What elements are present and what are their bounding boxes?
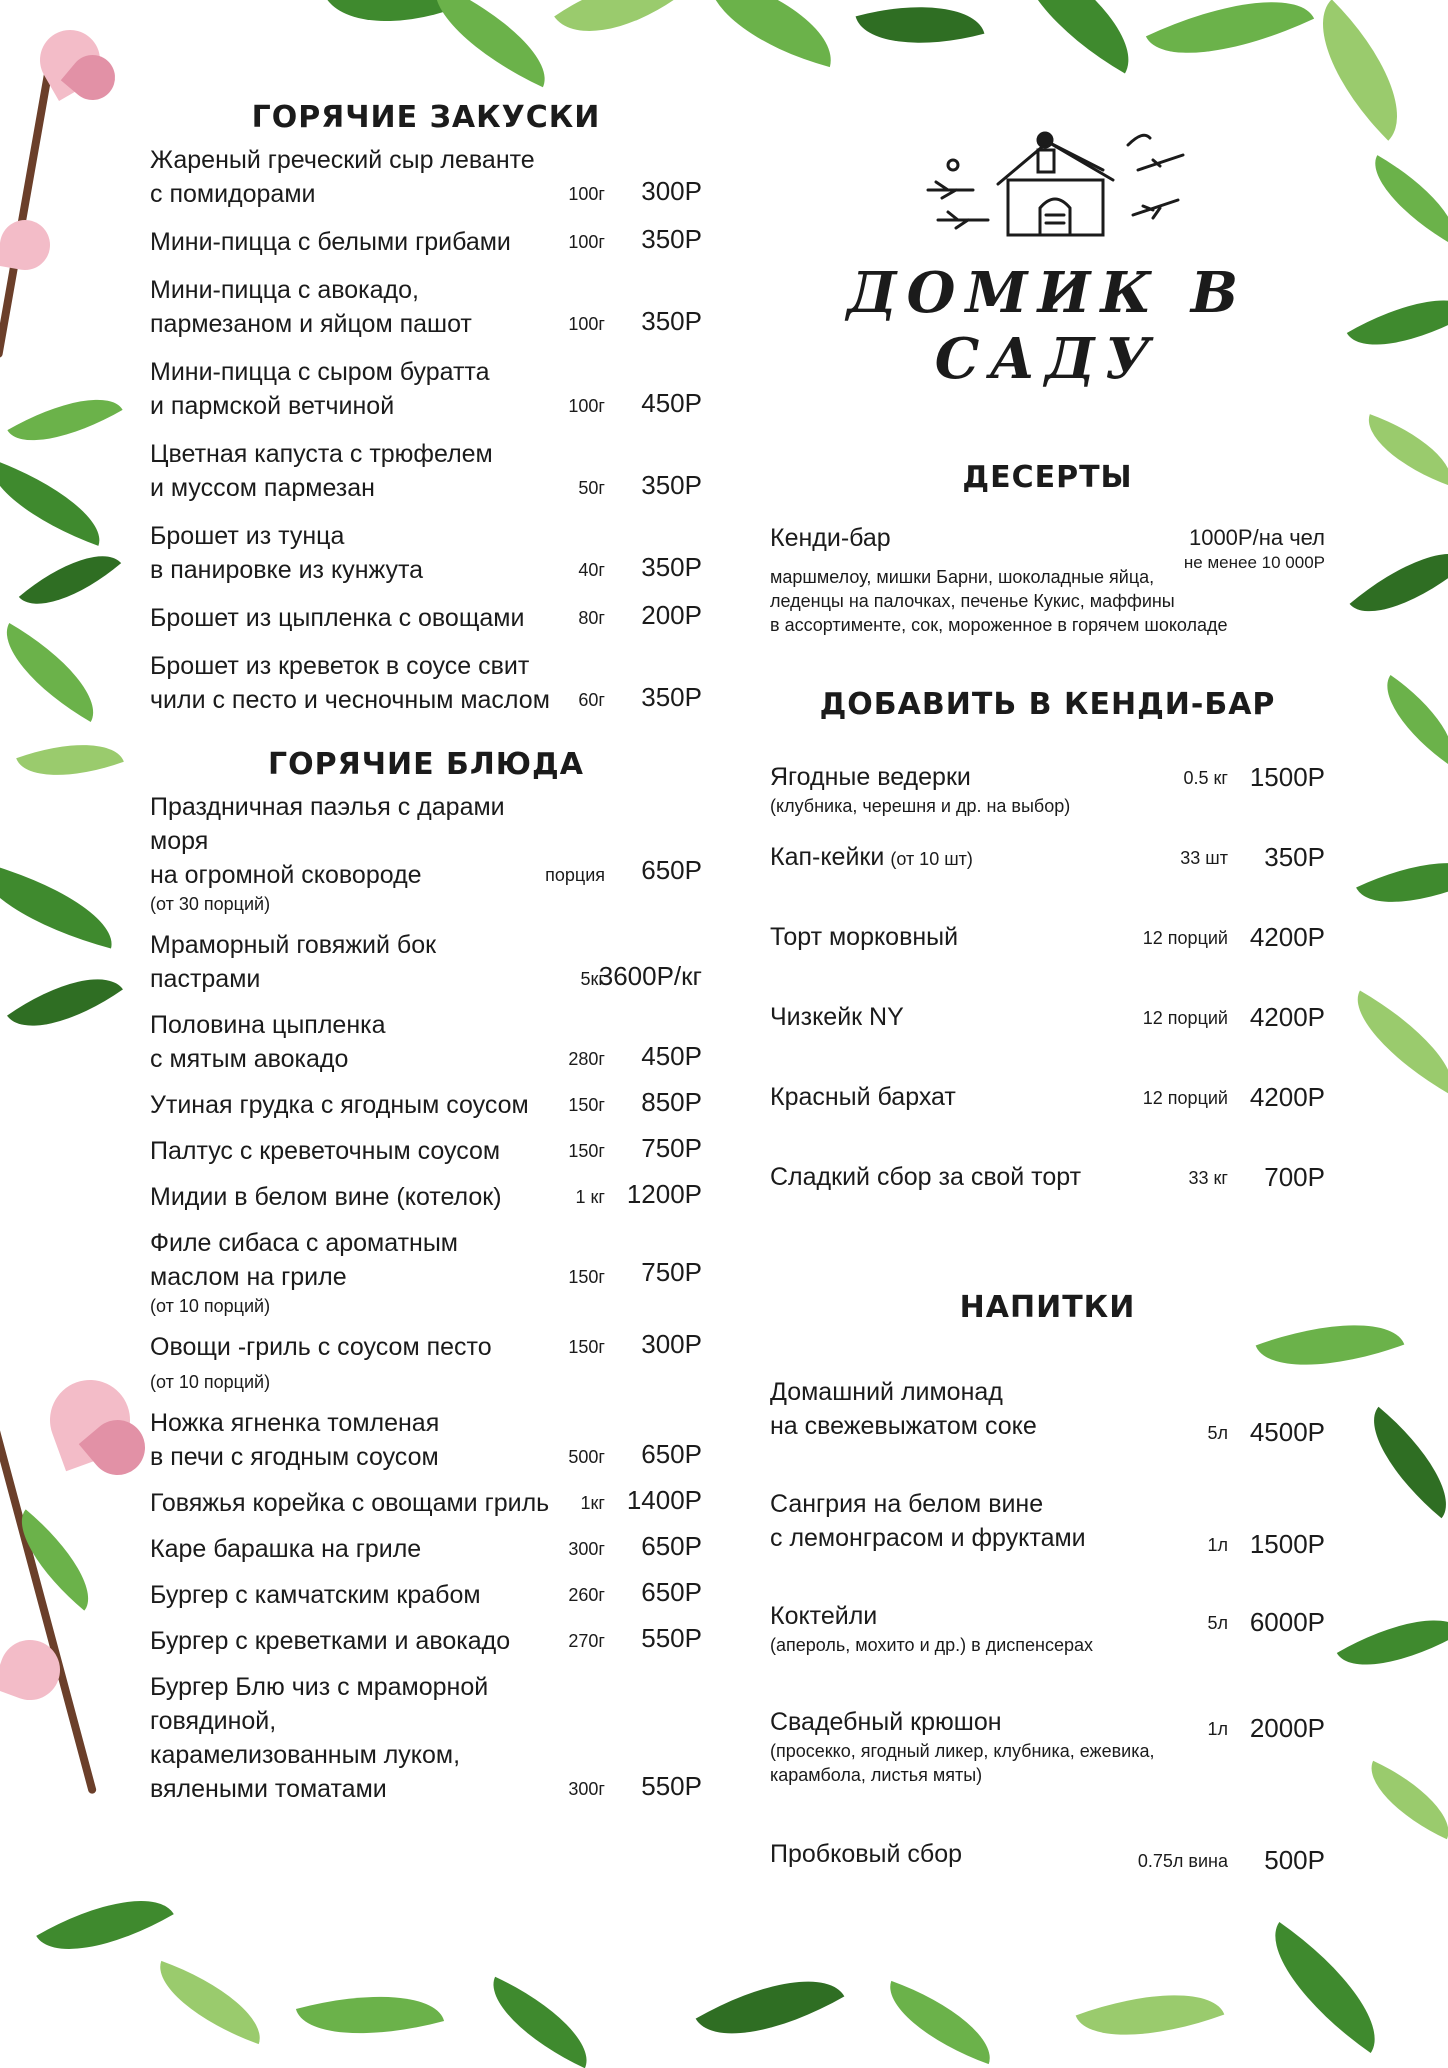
item-name (150, 1330, 560, 1364)
item-name (150, 1008, 560, 1076)
candy-add-title: ДОБАВИТЬ В КЕНДИ-БАР (819, 687, 1276, 722)
menu-item (150, 273, 702, 341)
candy-bar-min: не менее 10 000Р (1183, 553, 1325, 572)
item-name-line: Ножка ягненка томленая (150, 1409, 440, 1437)
item-name-line: Палтус с креветочным соусом (150, 1137, 501, 1165)
item-qty: 300г (568, 1539, 605, 1559)
item-name (770, 1000, 1150, 1034)
right-column (770, 120, 1325, 1897)
item-name-line: на свежевыжатом соке (770, 1412, 1037, 1440)
item-name-line: пармезаном и яйцом пашот (150, 310, 472, 338)
item-name-line: чили с песто и чесночным маслом (150, 686, 550, 714)
item-qty: 33 шт (1180, 848, 1228, 868)
item-name-line: Мраморный говяжий бок (150, 931, 437, 959)
menu-item (150, 601, 702, 635)
item-name (770, 1599, 1150, 1633)
item-name (150, 928, 560, 996)
item-name (770, 1837, 1150, 1871)
menu-item (150, 790, 702, 916)
menu-item (150, 1008, 702, 1076)
menu-item (150, 1532, 702, 1566)
candy-add-list (770, 760, 1325, 1240)
menu-item (770, 1705, 1325, 1837)
item-qty: 50г (578, 478, 605, 498)
item-desc: (клубника, черешня и др. на выбор) (770, 796, 1071, 816)
candy-bar-item (770, 521, 1325, 641)
item-name-text: Сладкий сбор за свой торт (770, 1163, 1082, 1191)
menu-item (150, 1330, 702, 1394)
item-name-line: Бургер с креветками и авокадо (150, 1627, 511, 1655)
item-name (150, 1134, 560, 1168)
item-desc: (просекко, ягодный ликер, клубника, ежевика, (770, 1741, 1155, 1761)
item-price: 350Р (1264, 842, 1325, 872)
brand-title: ДОМИК В САДУ (846, 260, 1249, 392)
menu-item (770, 1487, 1325, 1599)
item-price: 200Р (641, 600, 702, 630)
item-name-text: Красный бархат (770, 1083, 956, 1111)
item-price: 1400Р (626, 1485, 702, 1515)
menu-item (150, 1134, 702, 1168)
menu-item (770, 1837, 1325, 1897)
menu-item (150, 225, 702, 259)
item-note: (от 10 порций) (150, 1296, 271, 1316)
item-price: 350Р (641, 470, 702, 500)
item-price: 3600Р/кг (598, 961, 702, 991)
item-price: 350Р (641, 552, 702, 582)
item-price: 4200Р (1249, 922, 1325, 952)
item-name (770, 1487, 1150, 1555)
item-qty: 40г (578, 560, 605, 580)
menu-item (770, 1599, 1325, 1705)
menu-item (150, 519, 702, 587)
drinks-title: НАПИТКИ (959, 1290, 1136, 1325)
menu-item (770, 1375, 1325, 1487)
item-qty: 60г (578, 690, 605, 710)
item-name (770, 1080, 1150, 1114)
item-desc: карамбола, листья мяты) (770, 1765, 983, 1785)
item-qty: 100г (568, 314, 605, 334)
item-name-line: на огромной сковороде (150, 861, 422, 889)
item-name-line: и муссом пармезан (150, 474, 375, 502)
item-name-line: вялеными томатами (150, 1775, 387, 1803)
menu-item (770, 1160, 1325, 1240)
item-note: (от 10 порций) (150, 1372, 271, 1392)
item-price: 1200Р (626, 1179, 702, 1209)
item-qty: 100г (568, 184, 605, 204)
item-name (150, 1180, 560, 1214)
menu-item (150, 928, 702, 996)
item-price: 450Р (641, 388, 702, 418)
drinks-list (770, 1375, 1325, 1897)
hot-snacks-title: ГОРЯЧИЕ ЗАКУСКИ (251, 100, 601, 135)
item-name (770, 920, 1150, 954)
item-name-line: Половина цыпленка (150, 1011, 386, 1039)
item-price: 550Р (641, 1623, 702, 1653)
item-name-text: Торт морковный (770, 923, 959, 951)
logo (770, 120, 1325, 392)
item-name-line: Филе сибаса с ароматным (150, 1229, 458, 1257)
item-name (150, 1226, 560, 1294)
garden-house-icon (898, 120, 1198, 250)
item-qty: 0.5 кг (1183, 768, 1228, 788)
menu-item (770, 920, 1325, 1000)
menu-item (150, 437, 702, 505)
desserts-title: ДЕСЕРТЫ (962, 460, 1133, 495)
menu-item (150, 1578, 702, 1612)
item-qty: 300г (568, 1779, 605, 1799)
menu-item (770, 1000, 1325, 1080)
candy-bar-desc-3: в ассортименте, сок, мороженное в горячем шоколаде (770, 615, 1228, 635)
item-price: 350Р (641, 224, 702, 254)
item-name-line: Свадебный крюшон (770, 1708, 1002, 1736)
item-name-line: в панировке из кунжута (150, 556, 424, 584)
item-name-line: Пробковый сбор (770, 1840, 963, 1868)
item-name-line: Говяжья корейка с овощами гриль (150, 1489, 550, 1517)
menu-item (770, 760, 1325, 840)
item-price: 300Р (641, 176, 702, 206)
item-name-line: Каре барашка на гриле (150, 1535, 422, 1563)
item-qty: 150г (568, 1141, 605, 1161)
item-qty: 5кг (580, 969, 605, 989)
item-name-text: Ягодные ведерки (770, 763, 971, 791)
item-name-line: Овощи -гриль с соусом песто (150, 1333, 492, 1361)
item-name-text: Кап-кейки (770, 843, 885, 871)
menu-item (150, 1226, 702, 1318)
item-name-line: Домашний лимонад (770, 1378, 1003, 1406)
item-qty: 150г (568, 1095, 605, 1115)
item-name (770, 760, 1150, 794)
item-qty: 1 кг (575, 1187, 605, 1207)
candy-bar-desc-1: маршмелоу, мишки Барни, шоколадные яйца, (770, 567, 1155, 587)
item-name (150, 1486, 560, 1520)
item-name (150, 225, 560, 259)
item-name-line: карамелизованным луком, (150, 1741, 461, 1769)
item-name-line: Бургер Блю чиз с мраморной говядиной, (150, 1673, 489, 1735)
item-name-line: Жареный греческий сыр леванте (150, 146, 535, 174)
item-price: 1500Р (1249, 762, 1325, 792)
item-name-line: Мини-пицца с сыром буратта (150, 358, 490, 386)
item-price: 4200Р (1249, 1002, 1325, 1032)
item-qty: 12 порций (1142, 1008, 1228, 1028)
item-price: 4200Р (1249, 1082, 1325, 1112)
item-name-line: Утиная грудка с ягодным соусом (150, 1091, 529, 1119)
item-qty: 150г (568, 1267, 605, 1287)
item-name (150, 649, 560, 717)
item-price: 750Р (641, 1257, 702, 1287)
item-price: 6000Р (1249, 1607, 1325, 1637)
candy-bar-desc-2: леденцы на палочках, печенье Кукис, маффины (770, 591, 1175, 611)
menu-item (150, 1406, 702, 1474)
item-qty: 100г (568, 396, 605, 416)
item-name (150, 273, 560, 341)
item-name-line: с лемонграсом и фруктами (770, 1524, 1086, 1552)
item-name (150, 437, 560, 505)
item-name (150, 790, 560, 892)
item-name-line: Бургер с камчатским крабом (150, 1581, 481, 1609)
item-price: 650Р (641, 855, 702, 885)
item-name-line: Брошет из тунца (150, 522, 345, 550)
candy-bar-price: 1000Р/на чел (1188, 525, 1325, 550)
item-name (150, 143, 560, 211)
item-price: 700Р (1264, 1162, 1325, 1192)
menu-item (770, 1080, 1325, 1160)
menu-item (150, 649, 702, 717)
item-price: 1500Р (1249, 1529, 1325, 1559)
item-qty: 12 порций (1142, 928, 1228, 948)
item-qty: 260г (568, 1585, 605, 1605)
item-name-line: Сангрия на белом вине (770, 1490, 1044, 1518)
item-price: 750Р (641, 1133, 702, 1163)
item-note: (от 30 порций) (150, 894, 271, 914)
item-price: 650Р (641, 1577, 702, 1607)
item-name-line: Брошет из креветок в соусе свит (150, 652, 530, 680)
item-price: 550Р (641, 1771, 702, 1801)
item-price: 500Р (1264, 1845, 1325, 1875)
item-qty: порция (545, 865, 605, 885)
item-price: 650Р (641, 1439, 702, 1469)
item-name (770, 1375, 1150, 1443)
menu-item (150, 1180, 702, 1214)
item-qty: 33 кг (1188, 1168, 1228, 1188)
item-qty: 280г (568, 1049, 605, 1069)
item-suffix: (от 10 шт) (890, 849, 973, 869)
menu-item (150, 1670, 702, 1806)
item-name-line: Мини-пицца с белыми грибами (150, 228, 511, 256)
item-name-line: с помидорами (150, 180, 316, 208)
hot-dishes-list (150, 790, 702, 1806)
item-qty: 100г (568, 232, 605, 252)
left-column (150, 100, 702, 1806)
item-qty: 150г (568, 1337, 605, 1357)
item-name (150, 601, 560, 635)
hot-snacks-list (150, 143, 702, 717)
item-price: 650Р (641, 1531, 702, 1561)
item-name-line: пастрами (150, 965, 261, 993)
menu-item (150, 143, 702, 211)
item-name (150, 355, 560, 423)
item-price: 850Р (641, 1087, 702, 1117)
item-price: 350Р (641, 682, 702, 712)
item-price: 2000Р (1249, 1713, 1325, 1743)
item-name-line: Коктейли (770, 1602, 878, 1630)
item-name (150, 1532, 560, 1566)
item-qty: 5л (1207, 1423, 1228, 1443)
item-qty: 80г (578, 608, 605, 628)
menu-item (150, 1088, 702, 1122)
item-name (150, 1088, 560, 1122)
item-price: 4500Р (1249, 1417, 1325, 1447)
candy-bar-name: Кенди-бар (770, 524, 891, 552)
menu-item (150, 355, 702, 423)
menu-item (770, 840, 1325, 920)
item-name-line: Мидии в белом вине (котелок) (150, 1183, 502, 1211)
item-name-line: Мини-пицца с авокадо, (150, 276, 419, 304)
item-name-line: Цветная капуста с трюфелем (150, 440, 493, 468)
item-name-text: Чизкейк NY (770, 1003, 904, 1031)
item-name-line: маслом на гриле (150, 1263, 347, 1291)
item-name (150, 1578, 560, 1612)
item-qty: 270г (568, 1631, 605, 1651)
item-name (770, 1705, 1150, 1739)
item-qty: 12 порций (1142, 1088, 1228, 1108)
item-name-line: и пармской ветчиной (150, 392, 395, 420)
item-qty: 500г (568, 1447, 605, 1467)
item-qty: 5л (1207, 1613, 1228, 1633)
item-name-line: Брошет из цыпленка с овощами (150, 604, 525, 632)
item-qty: 1кг (580, 1493, 605, 1513)
item-name-line: Праздничная паэлья с дарами моря (150, 793, 505, 855)
item-desc: (апероль, мохито и др.) в диспенсерах (770, 1635, 1093, 1655)
item-name (770, 1160, 1150, 1194)
item-qty: 1л (1207, 1719, 1228, 1739)
item-name (150, 1406, 560, 1474)
item-price: 450Р (641, 1041, 702, 1071)
menu-item (150, 1486, 702, 1520)
item-qty: 0.75л вина (1137, 1851, 1228, 1871)
item-price: 300Р (641, 1329, 702, 1359)
item-qty: 1л (1207, 1535, 1228, 1555)
menu-item (150, 1624, 702, 1658)
item-name-line: в печи с ягодным соусом (150, 1443, 439, 1471)
item-name (150, 1670, 560, 1806)
item-name (150, 1624, 560, 1658)
item-name (150, 519, 560, 587)
hot-dishes-title: ГОРЯЧИЕ БЛЮДА (268, 747, 584, 782)
item-name (770, 840, 1150, 876)
item-name-line: с мятым авокадо (150, 1045, 349, 1073)
item-price: 350Р (641, 306, 702, 336)
